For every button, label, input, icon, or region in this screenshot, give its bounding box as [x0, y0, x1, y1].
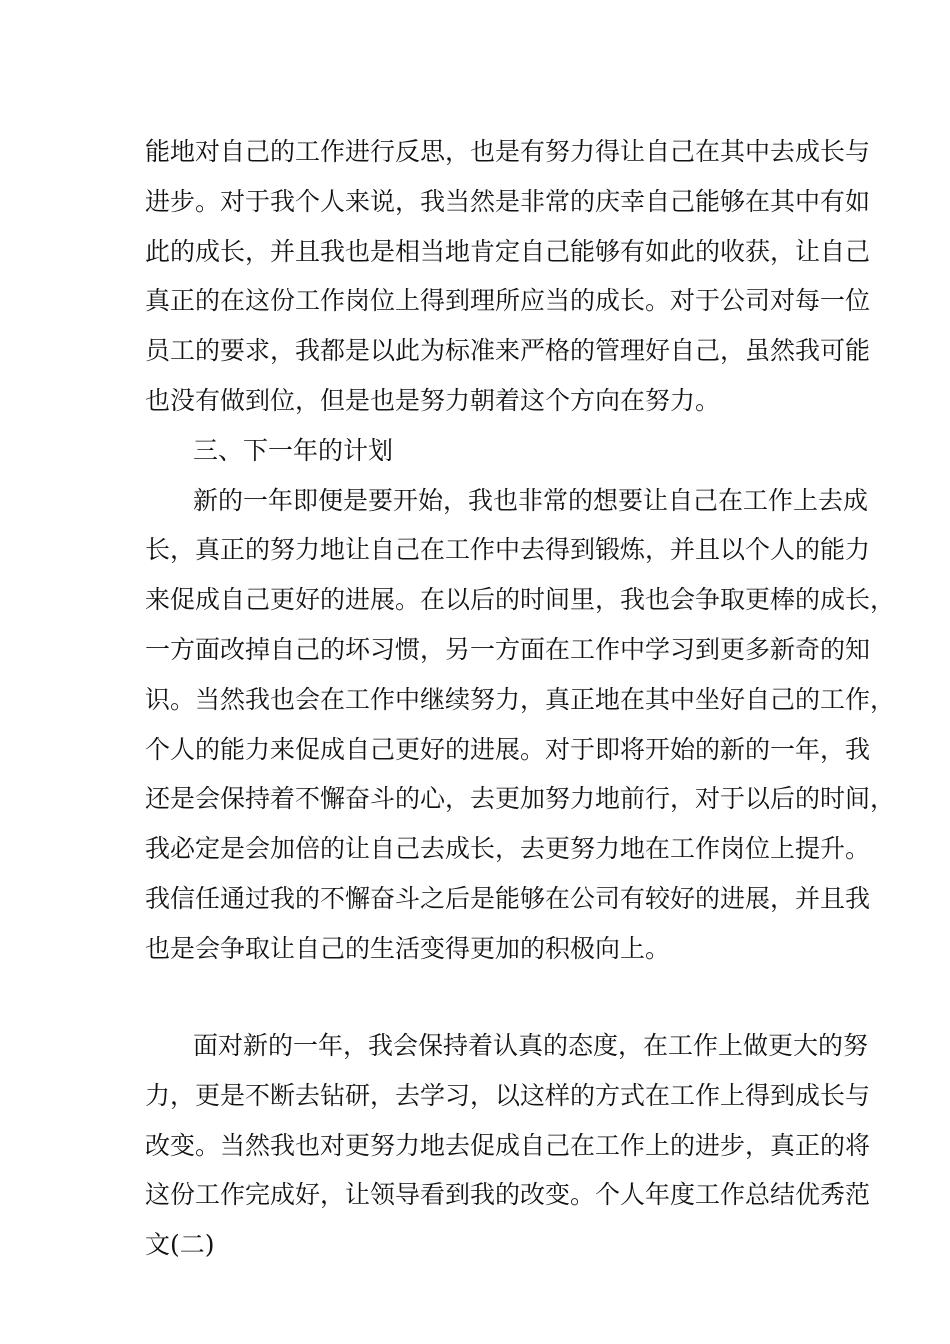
text-line: 这份工作完成好，让领导看到我的改变。个人年度工作总结优秀范 [145, 1180, 871, 1209]
text-line: 来促成自己更好的进展。在以后的时间里，我也会争取更棒的成长， [145, 585, 896, 614]
text-line: 识。当然我也会在工作中继续努力，真正地在其中坐好自己的工作， [145, 685, 896, 714]
text-line: 此的成长，并且我也是相当地肯定自己能够有如此的收获，让自己 [145, 237, 871, 266]
text-line: 能地对自己的工作进行反思，也是有努力得让自己在其中去成长与 [145, 137, 871, 166]
text-line: 员工的要求，我都是以此为标准来严格的管理好自己，虽然我可能 [145, 336, 871, 365]
text-line: 力，更是不断去钻研，去学习，以这样的方式在工作上得到成长与 [145, 1081, 871, 1110]
text-line: 也没有做到位，但是也是努力朝着这个方向在努力。 [145, 386, 721, 415]
text-line: 我必定是会加倍的让自己去成长，去更努力地在工作岗位上提升。 [145, 834, 871, 863]
section-heading: 三、下一年的计划 [193, 436, 394, 465]
text-line: 个人的能力来促成自己更好的进展。对于即将开始的新的一年，我 [145, 735, 871, 764]
text-line: 面对新的一年，我会保持着认真的态度，在工作上做更大的努 [193, 1031, 869, 1060]
text-line: 文(二) [145, 1230, 215, 1259]
text-line: 新的一年即便是要开始，我也非常的想要让自己在工作上去成 [193, 486, 869, 515]
text-line: 长，真正的努力地让自己在工作中去得到锻炼，并且以个人的能力 [145, 535, 871, 564]
text-line: 我信任通过我的不懈奋斗之后是能够在公司有较好的进展，并且我 [145, 884, 871, 913]
text-line: 还是会保持着不懈奋斗的心，去更加努力地前行，对于以后的时间， [145, 784, 896, 813]
text-line: 也是会争取让自己的生活变得更加的积极向上。 [145, 934, 671, 963]
text-line: 真正的在这份工作岗位上得到理所应当的成长。对于公司对每一位 [145, 286, 871, 315]
text-line: 进步。对于我个人来说，我当然是非常的庆幸自己能够在其中有如 [145, 187, 871, 216]
text-line: 改变。当然我也对更努力地去促成自己在工作上的进步，真正的将 [145, 1131, 871, 1160]
text-line: 一方面改掉自己的坏习惯，另一方面在工作中学习到更多新奇的知 [145, 635, 871, 664]
